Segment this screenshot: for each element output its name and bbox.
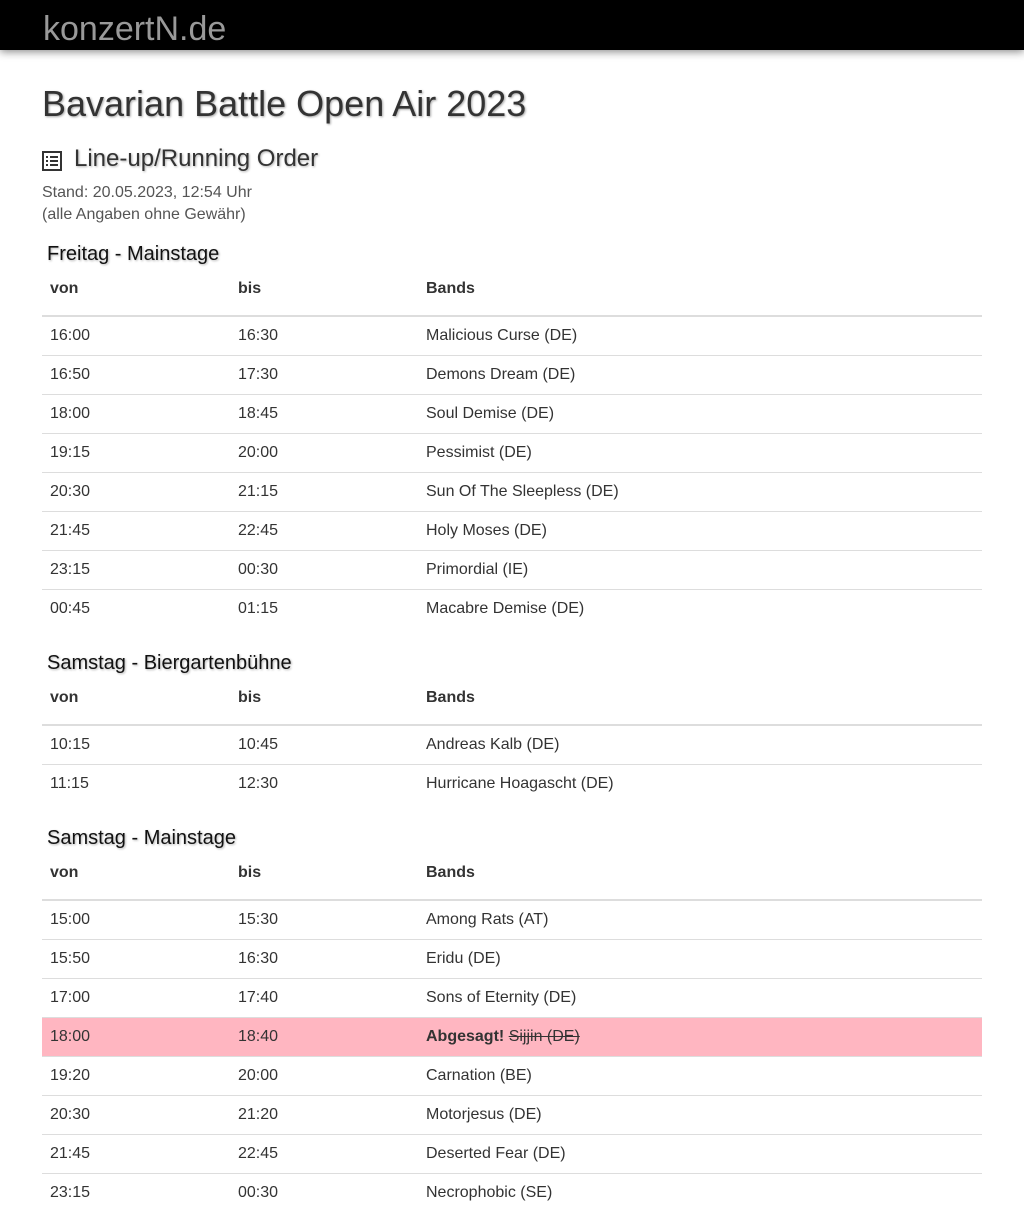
end-time: 17:30	[230, 356, 418, 395]
start-time: 19:20	[42, 1057, 230, 1096]
end-time: 18:40	[230, 1018, 418, 1057]
band-name: Pessimist (DE)	[426, 444, 532, 461]
table-header-row	[42, 279, 982, 316]
table-header-row	[42, 688, 982, 725]
band-name: Deserted Fear (DE)	[426, 1145, 566, 1162]
band-cell	[418, 1096, 982, 1135]
band-cell	[418, 940, 982, 979]
end-time: 16:30	[230, 940, 418, 979]
table-row	[42, 512, 982, 551]
end-time: 22:45	[230, 1135, 418, 1174]
start-time: 20:30	[42, 1096, 230, 1135]
start-time: 15:50	[42, 940, 230, 979]
list-icon	[42, 149, 62, 169]
end-time: 20:00	[230, 434, 418, 473]
band-name: Eridu (DE)	[426, 950, 501, 967]
band-name: Necrophobic (SE)	[426, 1184, 553, 1201]
col-header-bands: Bands	[418, 279, 982, 316]
band-name: Holy Moses (DE)	[426, 522, 547, 539]
brand-link[interactable]: konzertN.de	[43, 10, 227, 48]
col-header-bis: bis	[230, 688, 418, 725]
end-time: 15:30	[238, 911, 279, 928]
col-header-von: von	[42, 863, 230, 900]
stand-date: Stand: 20.05.2023, 12:54 Uhr	[42, 184, 252, 201]
disclaimer: (alle Angaben ohne Gewähr)	[42, 206, 246, 223]
end-time: 21:15	[230, 473, 418, 512]
band-cell	[418, 434, 982, 473]
band-cell	[418, 551, 982, 590]
table-row	[42, 725, 982, 765]
end-time: 00:30	[230, 1174, 418, 1213]
band-cell	[418, 1057, 982, 1096]
col-header-bands: Bands	[418, 688, 982, 725]
band-cell	[418, 765, 982, 804]
cancelled-label: Abgesagt!	[426, 1028, 505, 1045]
lineup-section	[42, 825, 982, 1212]
end-time: 20:00	[230, 1057, 418, 1096]
table-row	[42, 765, 982, 804]
band-name: Demons Dream (DE)	[426, 366, 576, 383]
band-cell	[418, 395, 982, 434]
band-cell	[418, 316, 982, 356]
table-row	[42, 590, 982, 629]
band-cell	[418, 900, 982, 940]
band-name: Sons of Eternity (DE)	[426, 989, 577, 1006]
start-time: 23:15	[42, 551, 230, 590]
band-name: Carnation (BE)	[426, 1067, 532, 1084]
top-navbar	[0, 0, 1024, 50]
start-time: 16:50	[42, 356, 230, 395]
band-name: Motorjesus (DE)	[426, 1106, 542, 1123]
band-cell	[418, 1174, 982, 1213]
start-time: 15:00	[50, 911, 91, 928]
col-header-von: von	[42, 279, 230, 316]
end-time: 01:15	[230, 590, 418, 629]
band-cell	[418, 512, 982, 551]
table-row	[42, 940, 982, 979]
table-row	[42, 900, 982, 940]
end-time: 16:30	[238, 327, 279, 344]
col-header-bands: Bands	[418, 863, 982, 900]
band-cell	[418, 473, 982, 512]
start-time: 00:45	[42, 590, 230, 629]
start-time: 16:00	[50, 327, 91, 344]
band-name: Sun Of The Sleepless (DE)	[426, 483, 619, 500]
table-row	[42, 1174, 982, 1213]
start-time: 18:00	[42, 395, 230, 434]
start-time: 11:15	[42, 765, 230, 804]
end-time: 17:40	[230, 979, 418, 1018]
band-cell	[418, 356, 982, 395]
section-title: Freitag - Mainstage	[47, 243, 220, 265]
end-time: 10:45	[238, 736, 279, 753]
band-cell	[418, 979, 982, 1018]
band-name: Hurricane Hoagascht (DE)	[426, 775, 614, 792]
lineup-table	[42, 279, 982, 628]
end-time: 22:45	[230, 512, 418, 551]
start-time: 10:15	[50, 736, 91, 753]
start-time: 17:00	[42, 979, 230, 1018]
start-time: 18:00	[42, 1018, 230, 1057]
end-time: 18:45	[230, 395, 418, 434]
start-time: 21:45	[42, 512, 230, 551]
col-header-bis: bis	[230, 863, 418, 900]
table-row	[42, 1135, 982, 1174]
band-name: Soul Demise (DE)	[426, 405, 555, 422]
col-header-von: von	[42, 688, 230, 725]
page-title: Bavarian Battle Open Air 2023	[42, 83, 527, 124]
page-subtitle	[42, 144, 318, 174]
end-time: 00:30	[230, 551, 418, 590]
start-time: 19:15	[42, 434, 230, 473]
table-header-row	[42, 863, 982, 900]
band-cell	[418, 590, 982, 629]
table-row	[42, 979, 982, 1018]
table-row	[42, 551, 982, 590]
lineup-table	[42, 863, 982, 1212]
section-title: Samstag - Biergartenbühne	[47, 652, 292, 674]
start-time: 21:45	[42, 1135, 230, 1174]
table-row	[42, 356, 982, 395]
table-row-cancelled	[42, 1018, 982, 1057]
stand-info	[42, 182, 252, 226]
table-row	[42, 1057, 982, 1096]
section-title: Samstag - Mainstage	[47, 827, 236, 849]
band-name: Sijjin (DE)	[508, 1028, 580, 1045]
band-cell	[418, 1018, 982, 1057]
col-header-bis: bis	[230, 279, 418, 316]
lineup-section	[42, 241, 982, 628]
end-time: 21:20	[230, 1096, 418, 1135]
band-name: Among Rats (AT)	[426, 911, 549, 928]
lineup-section	[42, 650, 982, 803]
band-name: Andreas Kalb (DE)	[426, 736, 560, 753]
band-name: Malicious Curse (DE)	[426, 327, 578, 344]
lineup-table	[42, 688, 982, 803]
table-row	[42, 316, 982, 356]
table-row	[42, 473, 982, 512]
band-cell	[418, 1135, 982, 1174]
table-row	[42, 1096, 982, 1135]
table-row	[42, 434, 982, 473]
band-cell	[418, 725, 982, 765]
subtitle-text: Line-up/Running Order	[74, 145, 319, 172]
end-time: 12:30	[230, 765, 418, 804]
table-row	[42, 395, 982, 434]
band-name: Macabre Demise (DE)	[426, 600, 585, 617]
start-time: 23:15	[42, 1174, 230, 1213]
band-name: Primordial (IE)	[426, 561, 529, 578]
start-time: 20:30	[42, 473, 230, 512]
